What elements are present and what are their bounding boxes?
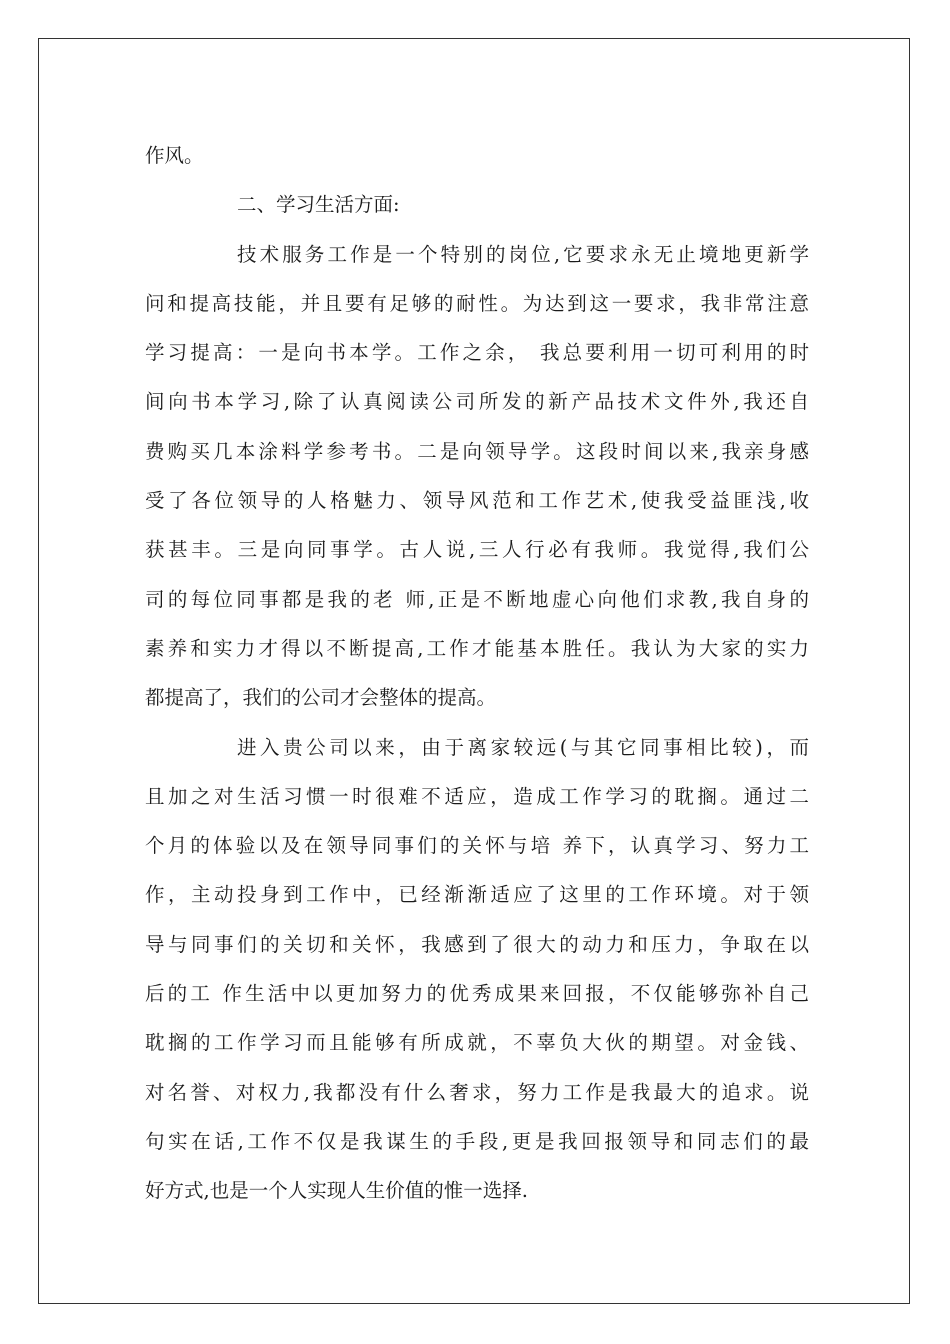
section-heading: 二、学习生活方面: <box>237 193 400 217</box>
paragraph-line: 作风。 <box>145 144 204 167</box>
paragraph-line: 间向书本学习,除了认真阅读公司所发的新产品技术文件外,我还自 <box>145 390 809 414</box>
document-body <box>145 131 809 1216</box>
paragraph-line: 作，主动投身到工作中，已经渐渐适应了这里的工作环境。对于领 <box>145 883 809 907</box>
paragraph-line: 受了各位领导的人格魅力、领导风范和工作艺术,使我受益匪浅,收 <box>145 489 809 513</box>
paragraph-line: 技术服务工作是一个特别的岗位,它要求永无止境地更新学 <box>237 242 809 266</box>
paragraph-line: 好方式,也是一个人实现人生价值的惟一选择. <box>145 1179 528 1203</box>
paragraph-line: 费购买几本涂料学参考书。二是向领导学。这段时间以来,我亲身感 <box>145 439 809 463</box>
paragraph-line: 对名誉、对权力,我都没有什么奢求，努力工作是我最大的追求。说 <box>145 1080 809 1104</box>
paragraph-line: 后的工 作生活中以更加努力的优秀成果来回报，不仅能够弥补自己 <box>145 982 809 1006</box>
paragraph-line: 都提高了，我们的公司才会整体的提高。 <box>145 686 497 710</box>
paragraph-line: 司的每位同事都是我的老 师,正是不断地虚心向他们求教,我自身的 <box>145 587 809 611</box>
paragraph-line: 素养和实力才得以不断提高,工作才能基本胜任。我认为大家的实力 <box>145 636 809 660</box>
paragraph-line: 获甚丰。三是向同事学。古人说,三人行必有我师。我觉得,我们公 <box>145 538 809 562</box>
paragraph-line: 导与同事们的关切和关怀，我感到了很大的动力和压力，争取在以 <box>145 932 809 956</box>
paragraph-line: 进入贵公司以来，由于离家较远(与其它同事相比较)，而 <box>237 735 809 759</box>
paragraph-line: 问和提高技能，并且要有足够的耐性。为达到这一要求，我非常注意 <box>145 291 809 315</box>
paragraph-line: 学习提高：一是向书本学。工作之余， 我总要利用一切可利用的时 <box>145 341 809 365</box>
paragraph-line: 耽搁的工作学习而且能够有所成就，不辜负大伙的期望。对金钱、 <box>145 1031 809 1055</box>
paragraph-line: 句实在话,工作不仅是我谋生的手段,更是我回报领导和同志们的最 <box>145 1129 809 1153</box>
paragraph-line: 且加之对生活习惯一时很难不适应，造成工作学习的耽搁。通过二 <box>145 784 809 808</box>
paragraph-line: 个月的体验以及在领导同事们的关怀与培 养下，认真学习、努力工 <box>145 834 809 858</box>
